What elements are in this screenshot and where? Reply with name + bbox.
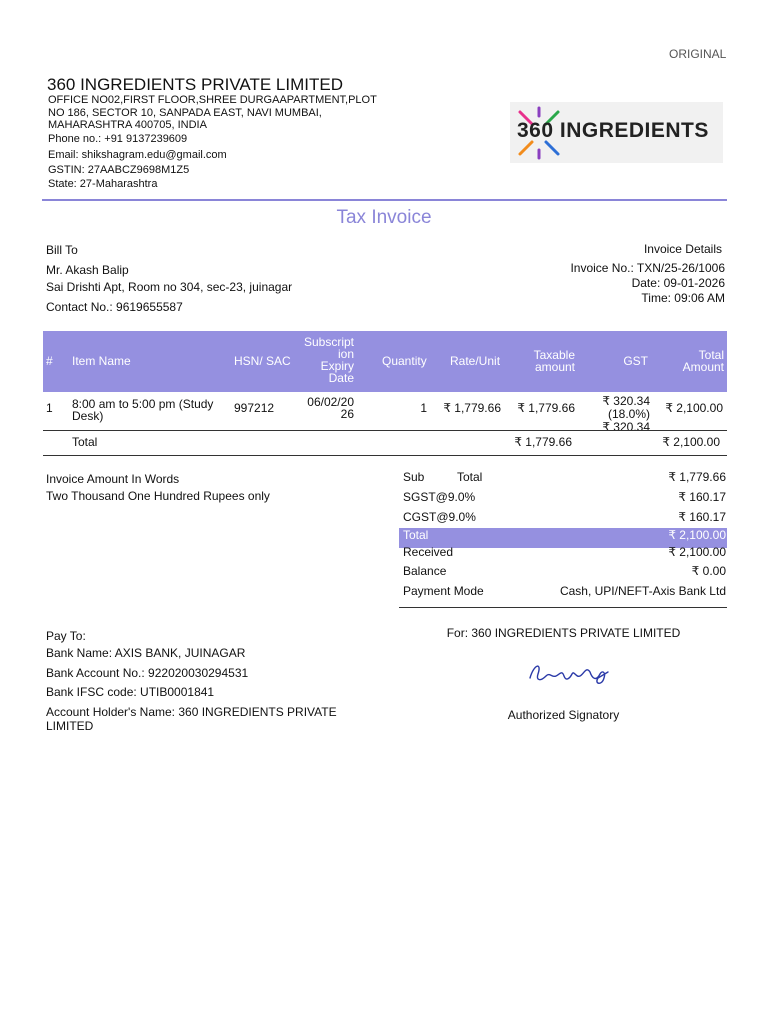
summary-received: ₹ 2,100.00 [668, 545, 726, 559]
col-header-rate: Rate/Unit [450, 354, 501, 368]
summary-sgst-label: SGST@9.0% [403, 490, 476, 504]
row-gst-clipped [590, 421, 650, 430]
summary-subtotal-label-1: Sub [403, 470, 425, 484]
bill-to-contact: Contact No.: 9619655587 [46, 300, 183, 314]
summary-subtotal: ₹ 1,779.66 [668, 470, 726, 484]
header-divider [42, 199, 727, 201]
row-taxable: ₹ 1,779.66 [517, 401, 575, 415]
amount-words-value: Two Thousand One Hundred Rupees only [46, 489, 270, 503]
summary-total-label: Total [403, 528, 429, 542]
col-header-total-2: Amount [682, 360, 724, 374]
col-header-expiry-4: Date [328, 371, 354, 385]
row-item-line1: 8:00 am to 5:00 pm (Study [72, 397, 214, 411]
summary-received-label: Received [403, 545, 454, 559]
signature-icon [520, 656, 616, 692]
pay-to-account-no: Bank Account No.: 922020030294531 [46, 666, 249, 680]
invoice-number: Invoice No.: TXN/25-26/1006 [570, 261, 725, 275]
col-header-expiry-1: Subscript [303, 335, 354, 349]
table-bottom-divider [43, 455, 727, 456]
table-total-amount: ₹ 2,100.00 [662, 435, 720, 449]
col-header-taxable-2: amount [534, 360, 575, 374]
pay-to-holder-line1: Account Holder's Name: 360 INGREDIENTS PRIVATE [46, 705, 337, 719]
company-address-line2: NO 186, SECTOR 10, SANPADA EAST, NAVI MUMBAI, [48, 107, 322, 119]
row-num: 1 [46, 401, 53, 415]
invoice-details-heading: Invoice Details [643, 242, 722, 256]
row-rate: ₹ 1,779.66 [443, 401, 501, 415]
summary-bottom-divider [399, 607, 727, 608]
company-logo [510, 102, 723, 163]
copy-label: ORIGINAL [669, 47, 727, 61]
pay-to-ifsc: Bank IFSC code: UTIB0001841 [46, 685, 215, 699]
invoice-time: Time: 09:06 AM [641, 291, 725, 305]
pay-to-holder-line2: LIMITED [46, 719, 94, 733]
bill-to-address: Sai Drishti Apt, Room no 304, sec-23, juinagar [46, 280, 293, 294]
table-row-divider [43, 430, 727, 431]
logo-text: 360 INGREDIENTS [517, 119, 709, 142]
col-header-expiry-2: ion [337, 347, 354, 361]
company-address-line3: MAHARASHTRA 400705, INDIA [48, 119, 207, 131]
company-address-line1: OFFICE NO02,FIRST FLOOR,SHREE DURGAAPARTMENT,PLOT [48, 94, 377, 106]
col-header-gst: GST [623, 354, 648, 368]
company-name: 360 INGREDIENTS PRIVATE LIMITED [47, 75, 343, 94]
col-header-item: Item Name [72, 354, 131, 368]
bill-to-heading: Bill To [46, 243, 78, 257]
col-header-taxable-1: Taxable [533, 348, 575, 362]
company-gstin: GSTIN: 27AABCZ9698M1Z5 [48, 164, 190, 176]
summary-balance: ₹ 0.00 [691, 564, 726, 578]
summary-subtotal-label-2: Total [457, 470, 483, 484]
row-expiry-line2: 26 [340, 407, 354, 421]
row-hsn: 997212 [234, 401, 275, 415]
row-gst-rate: (18.0%) [607, 407, 650, 421]
pay-to-bank-name: Bank Name: AXIS BANK, JUINAGAR [46, 646, 246, 660]
bill-to-name: Mr. Akash Balip [46, 263, 129, 277]
table-total-label: Total [72, 435, 98, 449]
col-header-num: # [46, 354, 53, 368]
summary-sgst: ₹ 160.17 [678, 490, 726, 504]
company-email: Email: shikshagram.edu@gmail.com [48, 149, 227, 161]
row-gst-repeat: ₹ 320.34 [602, 421, 650, 430]
summary-balance-label: Balance [403, 564, 447, 578]
invoice-date: Date: 09-01-2026 [631, 276, 725, 290]
row-total: ₹ 2,100.00 [665, 401, 723, 415]
col-header-total-1: Total [698, 348, 724, 362]
amount-words-heading: Invoice Amount In Words [46, 472, 180, 486]
summary-total: ₹ 2,100.00 [668, 528, 726, 542]
summary-cgst-label: CGST@9.0% [403, 510, 476, 524]
col-header-quantity: Quantity [382, 354, 427, 368]
pay-to-heading: Pay To: [46, 629, 86, 643]
company-state: State: 27-Maharashtra [48, 178, 158, 190]
summary-payment-mode: Cash, UPI/NEFT-Axis Bank Ltd [559, 584, 726, 598]
table-total-taxable: ₹ 1,779.66 [514, 435, 572, 449]
invoice-title: Tax Invoice [336, 207, 432, 228]
signatory-label: Authorized Signatory [507, 708, 620, 722]
col-header-expiry-3: Expiry [320, 359, 354, 373]
summary-cgst: ₹ 160.17 [678, 510, 726, 524]
row-gst-amount: ₹ 320.34 [602, 394, 650, 408]
company-phone: Phone no.: +91 9137239609 [48, 133, 188, 145]
row-item-line2: Desk) [72, 409, 104, 423]
row-quantity: 1 [420, 401, 427, 415]
col-header-hsn: HSN/ SAC [234, 354, 291, 368]
summary-payment-mode-label: Payment Mode [403, 584, 484, 598]
row-expiry-line1: 06/02/20 [307, 395, 354, 409]
signatory-for-line: For: 360 INGREDIENTS PRIVATE LIMITED [446, 626, 681, 640]
